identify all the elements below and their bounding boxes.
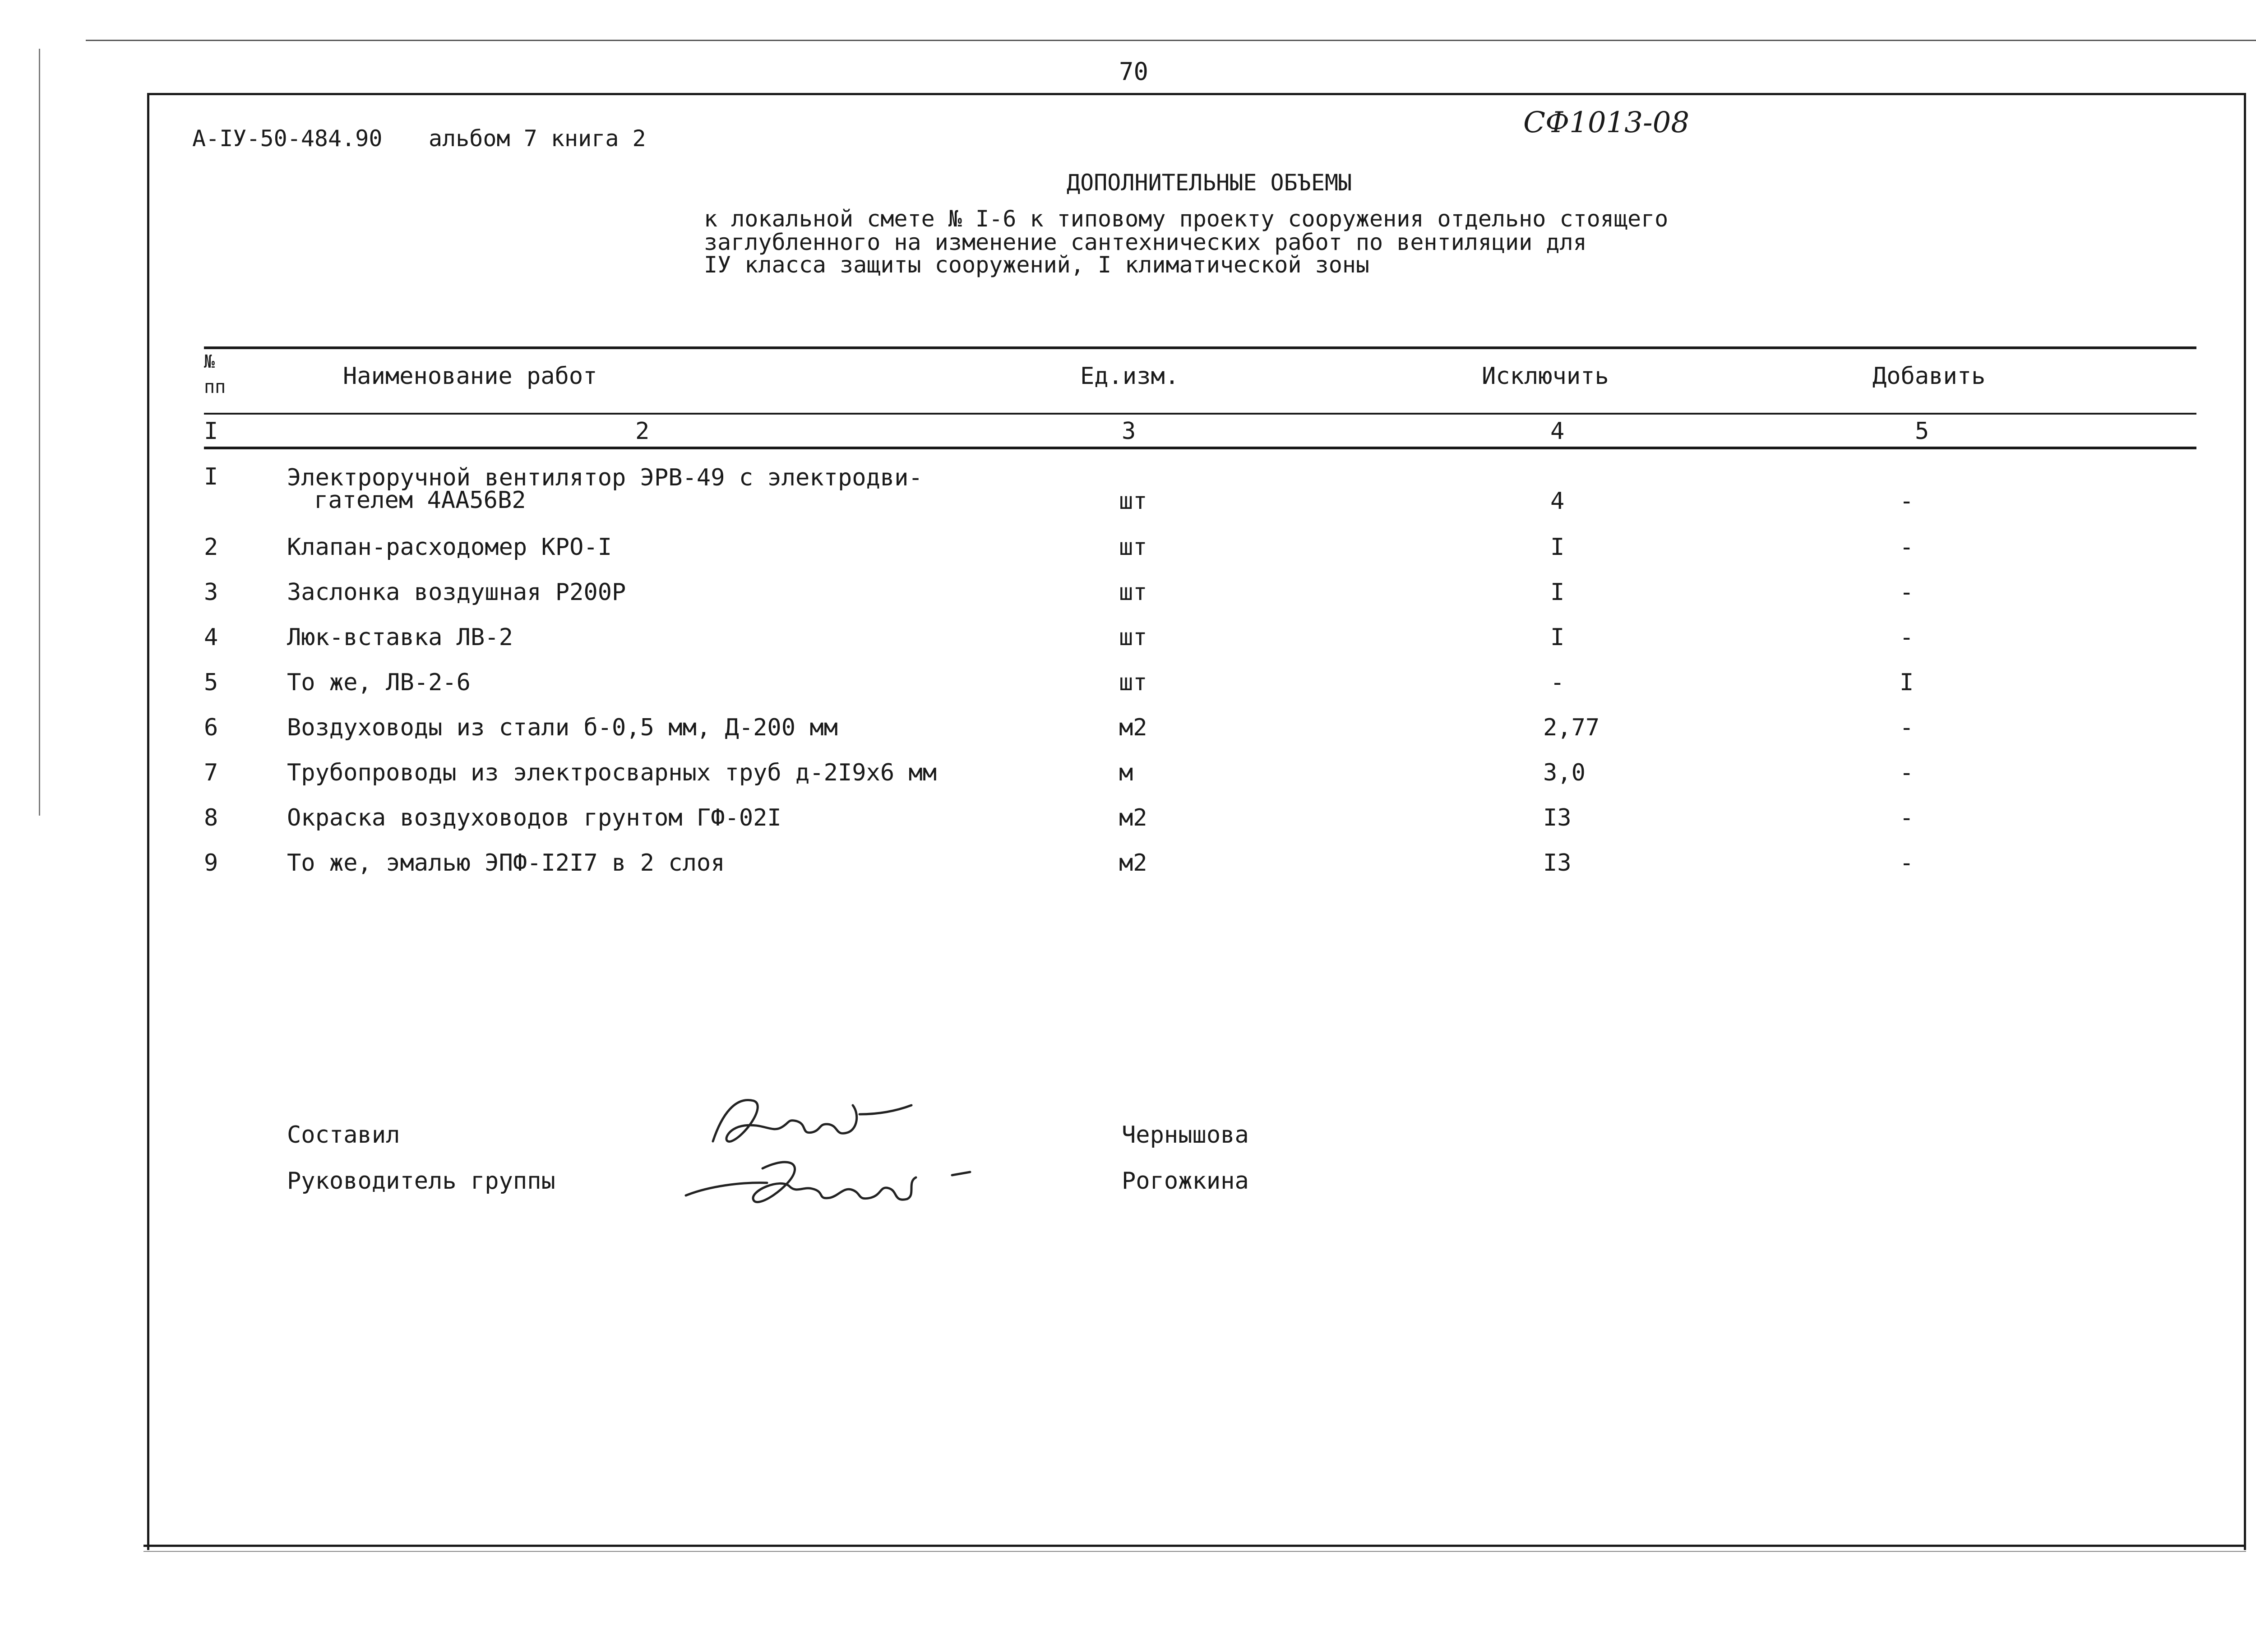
row-name: То же, ЛВ-2-6 <box>287 669 471 696</box>
row-add: I <box>1900 669 1914 696</box>
compiled-by-label: Составил <box>287 1121 400 1149</box>
col-number-2: 2 <box>635 418 650 445</box>
row-exclude: I3 <box>1543 849 1572 877</box>
row-exclude: - <box>1550 669 1565 696</box>
title-line-2: заглубленного на изменение сантехнических работ по вентиляции для <box>704 229 1587 255</box>
row-name: Воздуховоды из стали б-0,5 мм, Д-200 мм <box>287 714 838 741</box>
row-number: 2 <box>204 534 218 561</box>
table-row <box>0 670 2256 715</box>
header-num-symbol: № <box>204 351 215 372</box>
row-exclude: I <box>1550 579 1565 606</box>
row-number: 3 <box>204 579 218 606</box>
frame-top <box>147 93 2246 95</box>
row-exclude: 3,0 <box>1543 759 1586 786</box>
row-number: 5 <box>204 669 218 696</box>
row-add: - <box>1900 624 1914 651</box>
row-exclude: I3 <box>1543 804 1572 831</box>
row-name: Трубопроводы из электросварных труб д-2I9х6 мм <box>287 759 937 786</box>
title-line-3: IУ класса защиты сооружений, I климатической зоны <box>704 252 1370 278</box>
table-top-rule <box>204 346 2196 349</box>
compiled-by-name: Чернышова <box>1122 1121 1249 1149</box>
col-number-5: 5 <box>1915 418 1929 445</box>
col-number-3: 3 <box>1122 418 1136 445</box>
header-name: Наименование работ <box>343 363 597 390</box>
col-number-1: I <box>204 418 218 445</box>
document-code: А-IУ-50-484.90 <box>192 125 383 152</box>
row-add: - <box>1900 804 1914 831</box>
row-add: - <box>1900 534 1914 561</box>
title-line-1: к локальной смете № I-6 к типовому проекту сооружения отдельно стоящего <box>704 206 1669 232</box>
row-name: Заслонка воздушная Р200Р <box>287 579 626 606</box>
row-unit: шт <box>1119 579 1147 606</box>
row-number: 6 <box>204 714 218 741</box>
row-exclude: I <box>1550 534 1565 561</box>
table-row <box>0 535 2256 580</box>
row-add: - <box>1900 849 1914 877</box>
row-name: То же, эмалью ЭПФ-I2I7 в 2 слоя <box>287 849 725 877</box>
row-unit: шт <box>1119 669 1147 696</box>
row-number: 4 <box>204 624 218 651</box>
header-rule <box>204 413 2196 415</box>
row-unit: м <box>1119 759 1133 786</box>
row-name: Электроручной вентилятор ЭРВ-49 с электродви- <box>287 464 923 491</box>
row-add: - <box>1900 579 1914 606</box>
header-num-pp: пп <box>204 377 226 397</box>
row-name: Люк-вставка ЛВ-2 <box>287 624 513 651</box>
row-exclude: 4 <box>1550 488 1565 515</box>
row-number: 7 <box>204 759 218 786</box>
row-unit: м2 <box>1119 849 1147 877</box>
frame-bottom <box>143 1545 2246 1547</box>
group-head-name: Рогожкина <box>1122 1167 1249 1195</box>
colnum-rule <box>204 447 2196 449</box>
table-row <box>0 806 2256 851</box>
handwritten-code: СФ1013-08 <box>1523 106 1690 139</box>
table-row <box>0 715 2256 761</box>
table-row <box>0 761 2256 806</box>
row-number: 9 <box>204 849 218 877</box>
row-name: Клапан-расходомер КРО-I <box>287 534 612 561</box>
header-exclude: Исключить <box>1482 363 1609 390</box>
row-unit: м2 <box>1119 714 1147 741</box>
table-row <box>0 465 2256 532</box>
row-unit: шт <box>1119 624 1147 651</box>
row-exclude: I <box>1550 624 1565 651</box>
row-add: - <box>1900 759 1914 786</box>
row-add: - <box>1900 714 1914 741</box>
document-heading: ДОПОЛНИТЕЛЬНЫЕ ОБЪЕМЫ <box>1067 170 1352 196</box>
row-number: I <box>204 463 218 490</box>
top-scan-line <box>86 40 2256 41</box>
row-number: 8 <box>204 804 218 831</box>
table-row <box>0 580 2256 625</box>
page-number: 70 <box>1119 57 1149 86</box>
signature-group-head <box>681 1150 997 1218</box>
group-head-label: Руководитель группы <box>287 1167 555 1195</box>
col-number-4: 4 <box>1550 418 1565 445</box>
row-name-continued: гателем 4АА56В2 <box>314 487 526 514</box>
table-row <box>0 851 2256 896</box>
row-unit: м2 <box>1119 804 1147 831</box>
row-exclude: 2,77 <box>1543 714 1600 741</box>
frame-bottom-2 <box>143 1551 2246 1552</box>
row-add: - <box>1900 488 1914 515</box>
row-unit: шт <box>1119 488 1147 515</box>
row-unit: шт <box>1119 534 1147 561</box>
header-add: Добавить <box>1872 363 1986 390</box>
header-unit: Ед.изм. <box>1080 363 1179 390</box>
signature-compiled <box>704 1087 916 1155</box>
row-name: Окраска воздуховодов грунтом ГФ-02I <box>287 804 781 831</box>
table-row <box>0 625 2256 670</box>
album-info: альбом 7 книга 2 <box>429 125 646 152</box>
